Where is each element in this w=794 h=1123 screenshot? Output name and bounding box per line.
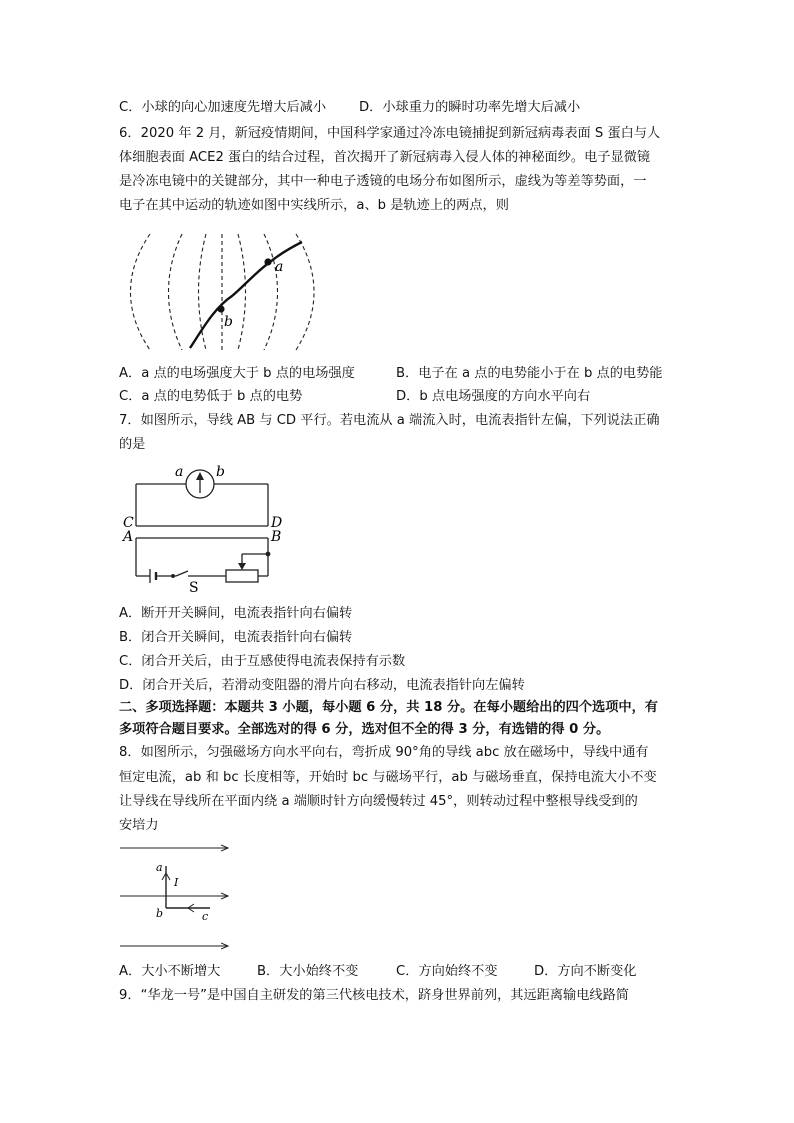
q7-label-B: B (271, 529, 282, 545)
q8-label-c: c (202, 910, 209, 923)
q7-option-b: B．闭合开关瞬间，电流表指针向右偏转 (119, 630, 353, 645)
q6-stem-line1: 6．2020 年 2 月，新冠疫情期间，中国科学家通过冷冻电镜捕捉到新冠病毒表面 S 蛋白与人 (119, 126, 661, 141)
q8-field-figure (118, 840, 233, 955)
q8-option-d: D．方向不断变化 (534, 964, 637, 979)
q6-label-a: a (275, 259, 284, 275)
q6-stem-line2: 体细胞表面 ACE2 蛋白的结合过程，首次揭开了新冠病毒入侵人体的神秘面纱。电子显微镜 (119, 150, 651, 165)
q8-option-b: B．大小始终不变 (257, 964, 359, 979)
q8-stem-line2: 恒定电流，ab 和 bc 长度相等，开始时 bc 与磁场平行，ab 与磁场垂直，保持电流大小不变 (119, 770, 657, 785)
q8-stem-line4: 安培力 (119, 818, 159, 833)
q7-label-C: C (123, 515, 134, 531)
q8-option-a: A．大小不断增大 (119, 964, 221, 979)
q9-stem-line1: 9．“华龙一号”是中国自主研发的第三代核电技术，跻身世界前列，其远距离输电线路简 (119, 988, 629, 1003)
q6-stem-line3: 是冷冻电镜中的关键部分，其中一种电子透镜的电场分布如图所示，虚线为等差等势面，一 (119, 174, 647, 189)
q7-label-D: D (271, 515, 283, 531)
q7-stem-line1: 7．如图所示，导线 AB 与 CD 平行。若电流从 a 端流入时，电流表指针左偏，下列说法正确 (119, 413, 660, 428)
q5-option-c: C．小球的向心加速度先增大后减小 (119, 100, 327, 115)
q7-option-a: A．断开开关瞬间，电流表指针向右偏转 (119, 606, 353, 621)
q7-stem-line2: 的是 (119, 437, 146, 452)
q5-option-d: D．小球重力的瞬时功率先增大后减小 (359, 100, 581, 115)
q6-option-a: A．a 点的电场强度大于 b 点的电场强度 (119, 366, 355, 381)
q8-label-b: b (156, 907, 164, 920)
q6-label-b: b (224, 314, 233, 330)
q7-circuit-figure (118, 460, 298, 595)
q8-stem-line1: 8．如图所示，匀强磁场方向水平向右，弯折成 90°角的导线 abc 放在磁场中，导线中通有 (119, 745, 649, 760)
q7-label-S: S (189, 580, 199, 596)
q6-stem-line4: 电子在其中运动的轨迹如图中实线所示，a、b 是轨迹上的两点，则 (119, 198, 509, 213)
q6-option-b: B．电子在 a 点的电势能小于在 b 点的电势能 (396, 366, 663, 381)
q8-label-I: I (174, 876, 179, 889)
q8-option-c: C．方向始终不变 (396, 964, 498, 979)
q6-option-d: D．b 点电场强度的方向水平向右 (396, 389, 591, 404)
q6-equipotential-figure (120, 232, 330, 352)
q7-option-c: C．闭合开关后，由于互感使得电流表保持有示数 (119, 654, 406, 669)
q7-label-A: A (123, 529, 134, 545)
section2-heading-line1: 二、多项选择题：本题共 3 小题，每小题 6 分，共 18 分。在每小题给出的四个选项中，有 (119, 700, 658, 715)
q8-stem-line3: 让导线在导线所在平面内绕 a 端顺时针方向缓慢转过 45°，则转动过程中整根导线受到的 (119, 794, 638, 809)
section2-heading-line2: 多项符合题目要求。全部选对的得 6 分，选对但不全的得 3 分，有选错的得 0 分。 (119, 722, 610, 737)
q6-option-c: C．a 点的电势低于 b 点的电势 (119, 389, 303, 404)
q8-label-a: a (156, 861, 163, 874)
q7-option-d: D．闭合开关后，若滑动变阻器的滑片向右移动，电流表指针向左偏转 (119, 678, 525, 693)
q7-label-b: b (216, 464, 225, 480)
q7-label-a: a (175, 464, 184, 480)
